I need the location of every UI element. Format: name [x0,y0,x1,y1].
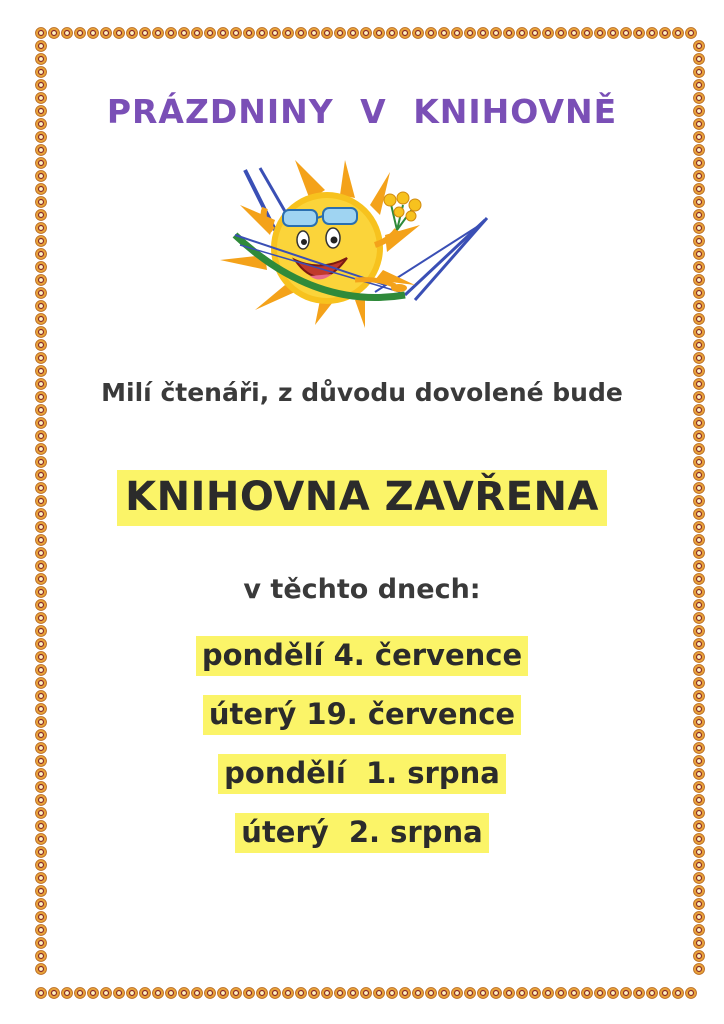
border-flower [517,28,528,39]
border-flower [114,988,125,999]
border-flower [36,988,47,999]
border-flower [49,28,60,39]
border-flower [694,561,705,572]
border-flower [608,988,619,999]
date-row [0,636,724,695]
border-flower [218,28,229,39]
border-flower [36,613,47,624]
border-flower [88,988,99,999]
border-flower [694,431,705,442]
border-flower [465,988,476,999]
border-flower [694,457,705,468]
border-flower [36,210,47,221]
border-flower [694,899,705,910]
border-flower [296,28,307,39]
border-flower [694,548,705,559]
border-flower [36,184,47,195]
border-flower [465,28,476,39]
border-flower [595,28,606,39]
border-flower [647,28,658,39]
border-flower [62,28,73,39]
border-flower [62,988,73,999]
date-row [0,695,724,754]
border-flower [452,28,463,39]
headline-container [0,470,724,526]
border-flower [413,988,424,999]
border-flower [335,28,346,39]
border-flower [694,301,705,312]
border-flower [309,988,320,999]
border-flower [283,988,294,999]
border-flower [504,988,515,999]
border-flower [400,28,411,39]
border-flower [179,28,190,39]
border-flower [36,899,47,910]
border-flower [361,988,372,999]
border-flower [582,988,593,999]
border-flower [452,988,463,999]
border-flower [75,28,86,39]
border-flower [192,28,203,39]
sun-in-hammock-icon [215,160,505,330]
border-flower [36,951,47,962]
border-flower [694,626,705,637]
border-flower [491,28,502,39]
border-flower [439,28,450,39]
border-flower [244,28,255,39]
border-flower [543,988,554,999]
border-flower [36,197,47,208]
border-flower [694,197,705,208]
border-flower [36,171,47,182]
border-flower [374,988,385,999]
border-flower [218,988,229,999]
border-flower [694,210,705,221]
border-flower [694,236,705,247]
border-flower [36,353,47,364]
border-flower [374,28,385,39]
border-flower [595,988,606,999]
border-flower [257,28,268,39]
border-flower [36,340,47,351]
border-flower [36,249,47,260]
border-flower [270,28,281,39]
border-flower [192,988,203,999]
border-flower [694,964,705,975]
border-flower [36,535,47,546]
closed-dates-list [0,636,724,872]
border-flower [517,988,528,999]
intro-text: Milí čtenáři, z důvodu dovolené bude [101,378,623,407]
border-flower [694,444,705,455]
border-flower [491,988,502,999]
border-flower [36,314,47,325]
border-flower [179,988,190,999]
border-flower [387,988,398,999]
border-flower [694,249,705,260]
border-flower [673,28,684,39]
border-flower [36,132,47,143]
border-flower [322,28,333,39]
border-flower [556,988,567,999]
border-flower [36,67,47,78]
date-row [0,813,724,872]
border-flower [413,28,424,39]
border-flower [634,988,645,999]
date-row [0,754,724,813]
border-flower [694,262,705,273]
border-flower [694,80,705,91]
border-flower [36,80,47,91]
border-flower [387,28,398,39]
border-flower [205,28,216,39]
border-flower [426,988,437,999]
border-flower [140,988,151,999]
border-flower [127,28,138,39]
border-flower [348,28,359,39]
border-flower [36,873,47,884]
border-flower [694,340,705,351]
border-flower [686,988,697,999]
border-flower [504,28,515,39]
border-flower [257,988,268,999]
border-flower [426,28,437,39]
border-flower [569,988,580,999]
border-flower [694,132,705,143]
border-flower [694,275,705,286]
border-flower [36,275,47,286]
border-flower [694,535,705,546]
border-flower [400,988,411,999]
border-flower [153,28,164,39]
border-flower [75,988,86,999]
border-flower [36,262,47,273]
border-flower [36,938,47,949]
border-flower [309,28,320,39]
border-flower [36,145,47,156]
border-flower [694,67,705,78]
border-flower [140,28,151,39]
border-flower [153,988,164,999]
border-flower [530,28,541,39]
border-flower [270,988,281,999]
closed-date: pondělí 4. července [196,636,528,676]
border-flower [694,171,705,182]
border-flower [36,444,47,455]
border-flower [36,236,47,247]
headline: KNIHOVNA ZAVŘENA [117,470,607,526]
border-flower [647,988,658,999]
poster-title: PRÁZDNINY V KNIHOVNĚ [106,92,618,131]
border-flower [166,988,177,999]
border-flower [36,223,47,234]
border-flower [36,548,47,559]
border-flower [530,988,541,999]
border-flower [205,988,216,999]
border-flower [694,158,705,169]
border-flower [36,886,47,897]
closed-date: úterý 2. srpna [235,813,488,853]
border-flower [36,158,47,169]
border-flower [686,28,697,39]
border-flower [361,28,372,39]
border-flower [36,28,47,39]
border-flower [36,327,47,338]
border-flower [36,54,47,65]
border-flower [101,28,112,39]
border-flower [296,988,307,999]
border-flower [36,925,47,936]
border-flower [694,938,705,949]
border-flower [556,28,567,39]
border-flower [114,28,125,39]
border-flower [36,41,47,52]
border-flower [36,561,47,572]
border-flower [49,988,60,999]
border-flower [36,301,47,312]
border-flower [694,145,705,156]
closed-date: pondělí 1. srpna [218,754,506,794]
border-flower [569,28,580,39]
border-flower [478,28,489,39]
border-flower [348,988,359,999]
border-flower [660,988,671,999]
subhead-text: v těchto dnech: [243,574,481,605]
border-flower [36,626,47,637]
border-flower [439,988,450,999]
border-flower [621,28,632,39]
border-flower [322,988,333,999]
border-flower [88,28,99,39]
border-flower [231,988,242,999]
border-flower [608,28,619,39]
border-flower [634,28,645,39]
border-flower [694,41,705,52]
border-flower [335,988,346,999]
border-flower [694,288,705,299]
border-flower [36,964,47,975]
border-flower [694,886,705,897]
border-flower [36,288,47,299]
border-flower [36,912,47,923]
border-flower [694,54,705,65]
border-flower [694,912,705,923]
border-flower [694,873,705,884]
border-flower [166,28,177,39]
border-flower [36,431,47,442]
border-flower [694,327,705,338]
closed-date: úterý 19. července [203,695,521,735]
border-flower [36,418,47,429]
border-flower [694,925,705,936]
border-flower [694,184,705,195]
border-flower [127,988,138,999]
border-flower [478,988,489,999]
border-flower [660,28,671,39]
border-flower [231,28,242,39]
border-flower [36,366,47,377]
border-flower [283,28,294,39]
border-flower [621,988,632,999]
border-flower [694,366,705,377]
border-flower [694,314,705,325]
border-flower [694,418,705,429]
border-flower [543,28,554,39]
border-flower [582,28,593,39]
border-flower [36,457,47,468]
border-flower [694,951,705,962]
border-flower [694,353,705,364]
border-flower [101,988,112,999]
border-flower [673,988,684,999]
border-flower [694,223,705,234]
border-flower [694,613,705,624]
border-flower [244,988,255,999]
